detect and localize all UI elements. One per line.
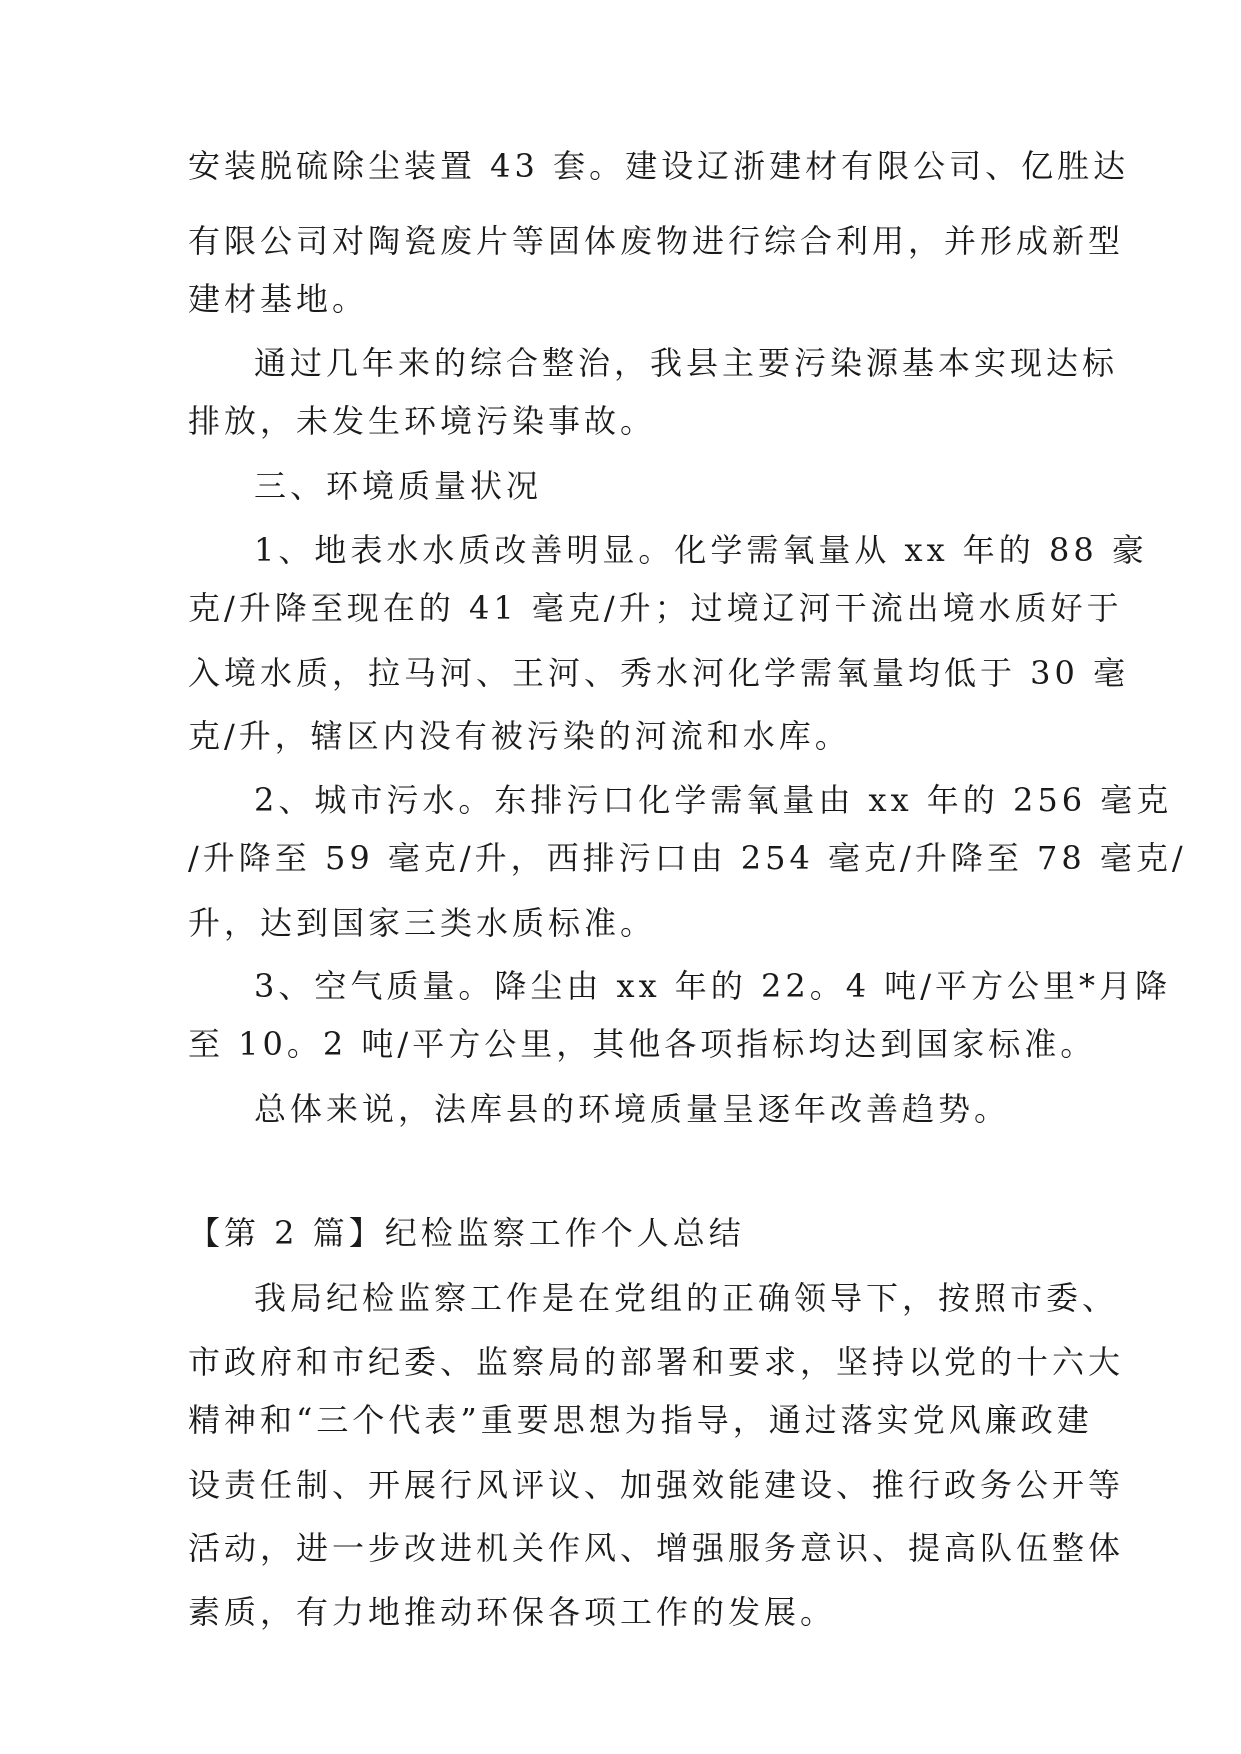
text-line: 活动，进一步改进机关作风、增强服务意识、提高队伍整体 bbox=[188, 1529, 1125, 1567]
text-line: 3、空气质量。降尘由 xx 年的 22。4 吨/平方公里*月降 bbox=[254, 967, 1172, 1005]
section-heading: 三、环境质量状况 bbox=[254, 467, 543, 505]
text-line: 精神和“三个代表”重要思想为指导，通过落实党风廉政建 bbox=[188, 1401, 1093, 1439]
article-title: 【第 2 篇】纪检监察工作个人总结 bbox=[188, 1214, 745, 1252]
text-line: 2、城市污水。东排污口化学需氧量由 xx 年的 256 毫克 bbox=[254, 781, 1173, 819]
text-line: 我局纪检监察工作是在党组的正确领导下，按照市委、 bbox=[254, 1279, 1119, 1317]
text-line: 有限公司对陶瓷废片等固体废物进行综合利用，并形成新型 bbox=[188, 222, 1125, 260]
text-line: 升，达到国家三类水质标准。 bbox=[188, 904, 657, 942]
text-line: 克/升，辖区内没有被污染的河流和水库。 bbox=[188, 717, 851, 755]
text-line: 入境水质，拉马河、王河、秀水河化学需氧量均低于 30 毫 bbox=[188, 654, 1130, 692]
text-line: 总体来说，法库县的环境质量呈逐年改善趋势。 bbox=[254, 1090, 1011, 1128]
text-line: 克/升降至现在的 41 毫克/升；过境辽河干流出境水质好于 bbox=[188, 589, 1123, 627]
text-line: 安装脱硫除尘装置 43 套。建设辽浙建材有限公司、亿胜达 bbox=[188, 147, 1130, 185]
text-line: 素质，有力地推动环保各项工作的发展。 bbox=[188, 1593, 837, 1631]
text-line: 排放，未发生环境污染事故。 bbox=[188, 402, 657, 440]
text-line: 至 10。2 吨/平方公里，其他各项指标均达到国家标准。 bbox=[188, 1025, 1097, 1063]
text-line: 1、地表水水质改善明显。化学需氧量从 xx 年的 88 豪 bbox=[254, 531, 1148, 569]
text-line: /升降至 59 毫克/升，西排污口由 254 毫克/升降至 78 毫克/ bbox=[188, 839, 1187, 877]
text-line: 建材基地。 bbox=[188, 280, 369, 318]
text-line: 市政府和市纪委、监察局的部署和要求，坚持以党的十六大 bbox=[188, 1343, 1125, 1381]
text-line: 设责任制、开展行风评议、加强效能建设、推行政务公开等 bbox=[188, 1466, 1125, 1504]
text-line: 通过几年来的综合整治，我县主要污染源基本实现达标 bbox=[254, 344, 1119, 382]
